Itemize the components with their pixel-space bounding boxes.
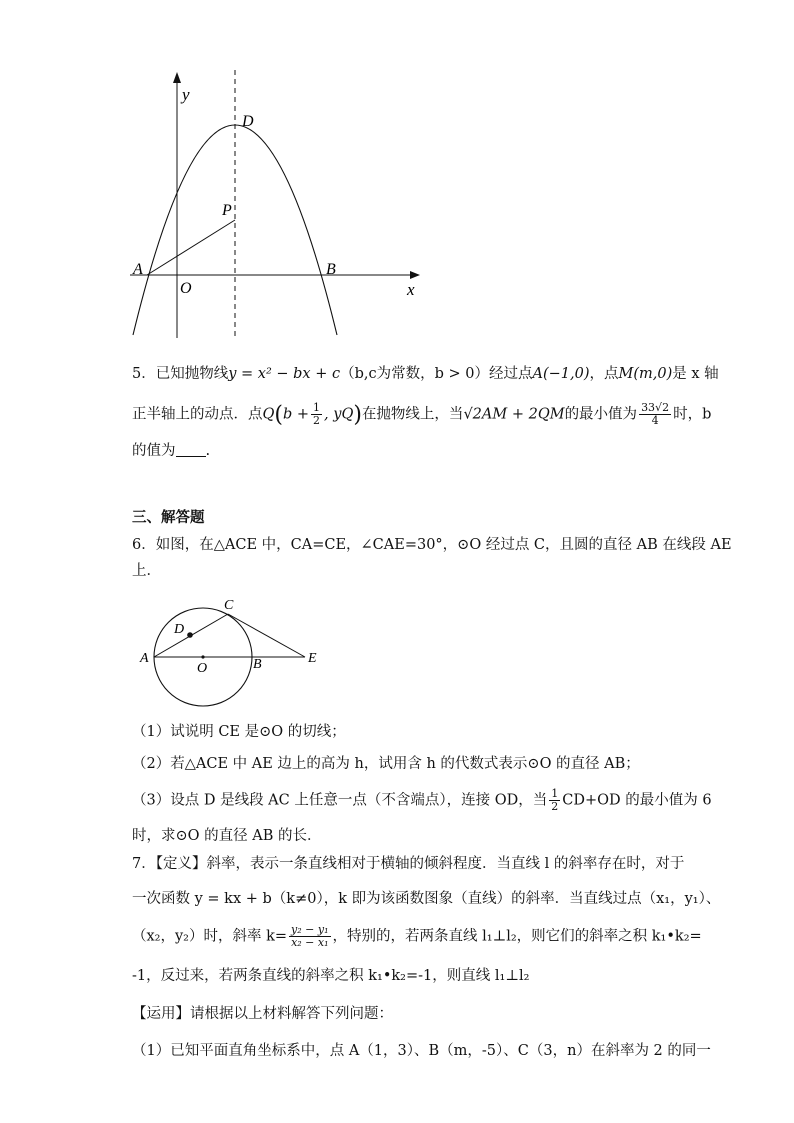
section-title: 三、解答题 [132,509,205,526]
label-o2: O [197,661,208,676]
label-a: A [133,261,143,278]
q7-line3 [132,924,702,949]
q7-line2: 一次函数 y = kx + b（k≠0），k 即为该函数图象（直线）的斜率．当直线过点（x₁，y₁）、 [132,891,721,907]
label-x: x [407,280,415,299]
label-a2: A [140,651,149,666]
segment-ap [147,220,235,275]
q5-text: 是 x 轴 [672,366,719,382]
answer-blank[interactable] [176,442,206,457]
q5-point-m: M(m,0) [618,366,673,382]
q5-line1 [132,364,719,384]
q5-text: 正半轴上的动点．点 [132,406,263,423]
q6-sub3 [132,788,712,813]
circle-figure [132,590,332,710]
q6-text: （3）设点 D 是线段 AC 上任意一点（不含端点），连接 OD，当 [132,792,548,809]
q5-line2: 正半轴上的动点．点Q(b + $\frac{1}{2}$ , yQ)在抛物线上，当√2AM + 2QM的最小值为 $\frac{33√2}{4}$ 时，b [132,401,712,428]
y-axis-arrow [173,72,181,83]
q5-half-fraction: $\frac{1}{2}$ [313,401,321,427]
label-c: C [224,598,234,613]
label-o: O [180,280,192,297]
q5-point-a: A(−1,0) [532,366,590,382]
q6-half-fraction: $\frac{1}{2}$ [551,787,559,813]
q5-text: . [205,443,211,459]
q7-text: ，特别的，若两条直线 l₁⊥l₂，则它们的斜率之积 k₁•k₂= [332,928,702,945]
q5-text: 5．已知抛物线 [132,366,229,382]
q5-line3 [132,441,210,461]
q5-text: 的值为 [132,443,176,459]
parabola-curve [133,125,337,335]
q6-sub2: （2）若△ACE 中 AE 边上的高为 h，试用含 h 的代数式表示⊙O 的直径 AB； [132,756,640,772]
q5-q-x: b + [282,406,310,423]
label-p: P [222,202,232,219]
q6-sub1: （1）试说明 CE 是⊙O 的切线； [132,724,346,740]
q5-min-fraction: $\frac{33√2}{4}$ [641,401,670,427]
q6-line2: 上． [132,563,161,579]
q6-text: CD+OD 的最小值为 6 [562,792,712,809]
label-d: D [242,113,254,130]
q7-text: （x₂，y₂）时，斜率 k= [132,928,288,945]
q7-line1: 7．【定义】斜率，表示一条直线相对于横轴的倾斜程度．当直线 l 的斜率存在时，对于 [132,856,685,872]
point-o [201,655,204,658]
q5-point-q: Q [262,406,275,423]
label-e: E [308,651,317,666]
q5-text: 的最小值为 [564,406,638,423]
label-b: B [326,261,336,278]
x-axis-arrow [410,271,420,279]
point-d [187,632,193,638]
label-b2: B [253,657,262,672]
parabola-figure [125,70,425,345]
q6-line1: 6．如图，在△ACE 中，CA=CE，∠CAE=30°，⊙O 经过点 C，且圆的直径 AB 在线段 AE [132,537,732,553]
q5-q-y: , yQ [324,406,354,423]
q5-text: 时，b [673,406,712,423]
q7-apply: 【运用】请根据以上材料解答下列问题： [132,1006,393,1022]
q5-text: ，点 [589,366,619,382]
q5-text: （b,c为常数，b > 0）经过点 [340,366,533,382]
q5-equation: y = x² − bx + c [228,366,341,382]
q7-sub1: （1）已知平面直角坐标系中，点 A（1，3）、B（m，-5）、C（3，n）在斜率为 2 的同一 [132,1043,711,1059]
q5-text: 在抛物线上，当 [361,406,464,423]
label-y: y [182,85,190,104]
q5-expression: √2AM + 2QM [463,406,565,423]
segment-ce [228,614,305,657]
label-d2: D [174,622,185,637]
q6-sub3-line2: 时，求⊙O 的直径 AB 的长． [132,828,322,844]
q7-slope-fraction: $\frac{\text{y₂ − y₁}}{\text{x₂ − x₁}}$ [291,923,329,949]
q7-line4: -1，反过来，若两条直线的斜率之积 k₁•k₂=-1，则直线 l₁⊥l₂ [132,968,530,984]
